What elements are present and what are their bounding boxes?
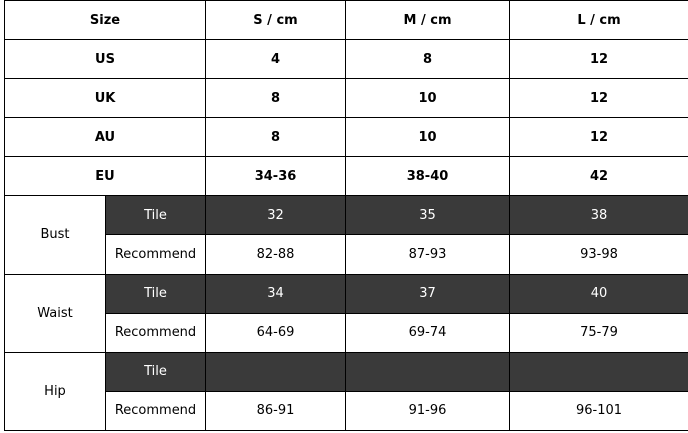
tile-value: 32 <box>206 196 346 235</box>
recommend-value: 86-91 <box>206 391 346 430</box>
recommend-value: 75-79 <box>510 313 688 352</box>
measurement-label-hip: Hip <box>5 352 106 430</box>
tile-value <box>346 352 510 391</box>
region-row-au <box>5 118 688 157</box>
waist-tile-row <box>5 274 688 313</box>
region-label: UK <box>5 79 206 118</box>
tile-value: 37 <box>346 274 510 313</box>
region-label: AU <box>5 118 206 157</box>
region-value: 12 <box>510 40 688 79</box>
region-value: 34-36 <box>206 157 346 196</box>
tile-value: 40 <box>510 274 688 313</box>
region-value: 42 <box>510 157 688 196</box>
region-value: 8 <box>206 118 346 157</box>
measurement-label-bust: Bust <box>5 196 106 274</box>
region-row-us <box>5 40 688 79</box>
header-row <box>5 1 688 40</box>
bust-tile-row <box>5 196 688 235</box>
region-label: EU <box>5 157 206 196</box>
header-col-l: L / cm <box>510 1 688 40</box>
tile-value: 35 <box>346 196 510 235</box>
recommend-value: 64-69 <box>206 313 346 352</box>
header-size-label: Size <box>5 1 206 40</box>
tile-label: Tile <box>106 196 206 235</box>
region-value: 12 <box>510 118 688 157</box>
hip-recommend-row <box>5 391 688 430</box>
header-col-m: M / cm <box>346 1 510 40</box>
recommend-value: 87-93 <box>346 235 510 274</box>
region-value: 12 <box>510 79 688 118</box>
waist-recommend-row <box>5 313 688 352</box>
recommend-value: 82-88 <box>206 235 346 274</box>
region-value: 4 <box>206 40 346 79</box>
recommend-value: 93-98 <box>510 235 688 274</box>
tile-value <box>510 352 688 391</box>
region-value: 8 <box>206 79 346 118</box>
recommend-value: 91-96 <box>346 391 510 430</box>
recommend-label: Recommend <box>106 235 206 274</box>
tile-value: 38 <box>510 196 688 235</box>
header-col-s: S / cm <box>206 1 346 40</box>
recommend-value: 96-101 <box>510 391 688 430</box>
tile-label: Tile <box>106 352 206 391</box>
measurement-label-waist: Waist <box>5 274 106 352</box>
region-row-uk <box>5 79 688 118</box>
region-value: 10 <box>346 79 510 118</box>
region-value: 38-40 <box>346 157 510 196</box>
size-chart-table <box>4 0 688 431</box>
bust-recommend-row <box>5 235 688 274</box>
hip-tile-row <box>5 352 688 391</box>
region-label: US <box>5 40 206 79</box>
region-value: 10 <box>346 118 510 157</box>
recommend-label: Recommend <box>106 391 206 430</box>
region-row-eu <box>5 157 688 196</box>
tile-value: 34 <box>206 274 346 313</box>
region-value: 8 <box>346 40 510 79</box>
recommend-value: 69-74 <box>346 313 510 352</box>
tile-value <box>206 352 346 391</box>
recommend-label: Recommend <box>106 313 206 352</box>
tile-label: Tile <box>106 274 206 313</box>
